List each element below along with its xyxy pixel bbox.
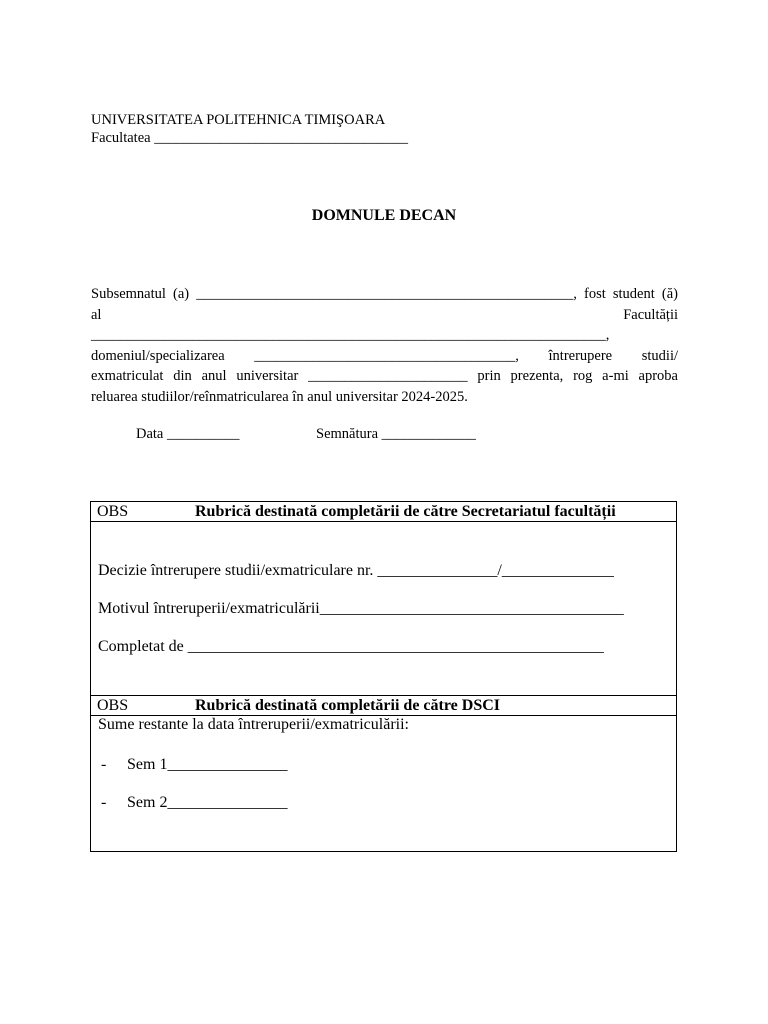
secretariat-box (90, 501, 677, 696)
sem2-bullet: - (101, 794, 107, 811)
dsci-box-header (91, 696, 676, 716)
outstanding-amounts-label: Sume restante la data întreruperii/exmatriculării: (98, 716, 409, 733)
decision-field: Decizie întrerupere studii/exmatriculare nr. _______________/______________ (98, 562, 614, 579)
sem2-field: Sem 2_______________ (127, 794, 288, 811)
secretariat-box-title: Rubrică destinată completării de către Secretariatul facultății (195, 503, 616, 520)
dsci-box-title: Rubrică destinată completării de către DSCI (195, 697, 500, 714)
request-line-2-right: Facultății (623, 306, 678, 323)
request-line-3: _______________________________________________________________________, (91, 327, 610, 344)
secretariat-obs-label: OBS (97, 503, 129, 520)
completed-by-field: Completat de ____________________________________________________ (98, 638, 604, 655)
dsci-box (90, 695, 677, 852)
signature-field: Semnătura _____________ (316, 426, 476, 442)
sem1-bullet: - (101, 756, 107, 773)
sem2-item (98, 793, 287, 813)
reason-field: Motivul întreruperii/exmatriculării______________________________________ (98, 600, 624, 617)
secretariat-box-header (91, 502, 676, 522)
request-line-4-text: domeniul/specializarea ____________________________________, întrerupere studii/ (91, 347, 678, 364)
dsci-obs-label: OBS (97, 697, 129, 714)
faculty-line: Facultatea ___________________________________ (91, 130, 408, 146)
sem1-item (98, 755, 287, 775)
request-paragraph (91, 284, 678, 408)
request-line-5: exmatriculat din anul universitar ______________________ prin prezenta, rog a-mi aproba (91, 368, 678, 385)
sem1-field: Sem 1_______________ (127, 756, 288, 773)
document-header (91, 111, 408, 147)
request-line-2-left: al (91, 306, 102, 323)
date-field: Data __________ (136, 426, 240, 442)
request-line-1: Subsemnatul (a) ____________________________________________________, fost student (ă) (91, 286, 678, 302)
request-line-6: reluarea studiilor/reînmatricularea în anul universitar 2024-2025. (91, 388, 468, 405)
request-line-4 (91, 346, 678, 367)
document-title: DOMNULE DECAN (311, 207, 457, 224)
university-name: UNIVERSITATEA POLITEHNICA TIMIŞOARA (91, 112, 386, 128)
request-line-2 (91, 305, 678, 326)
